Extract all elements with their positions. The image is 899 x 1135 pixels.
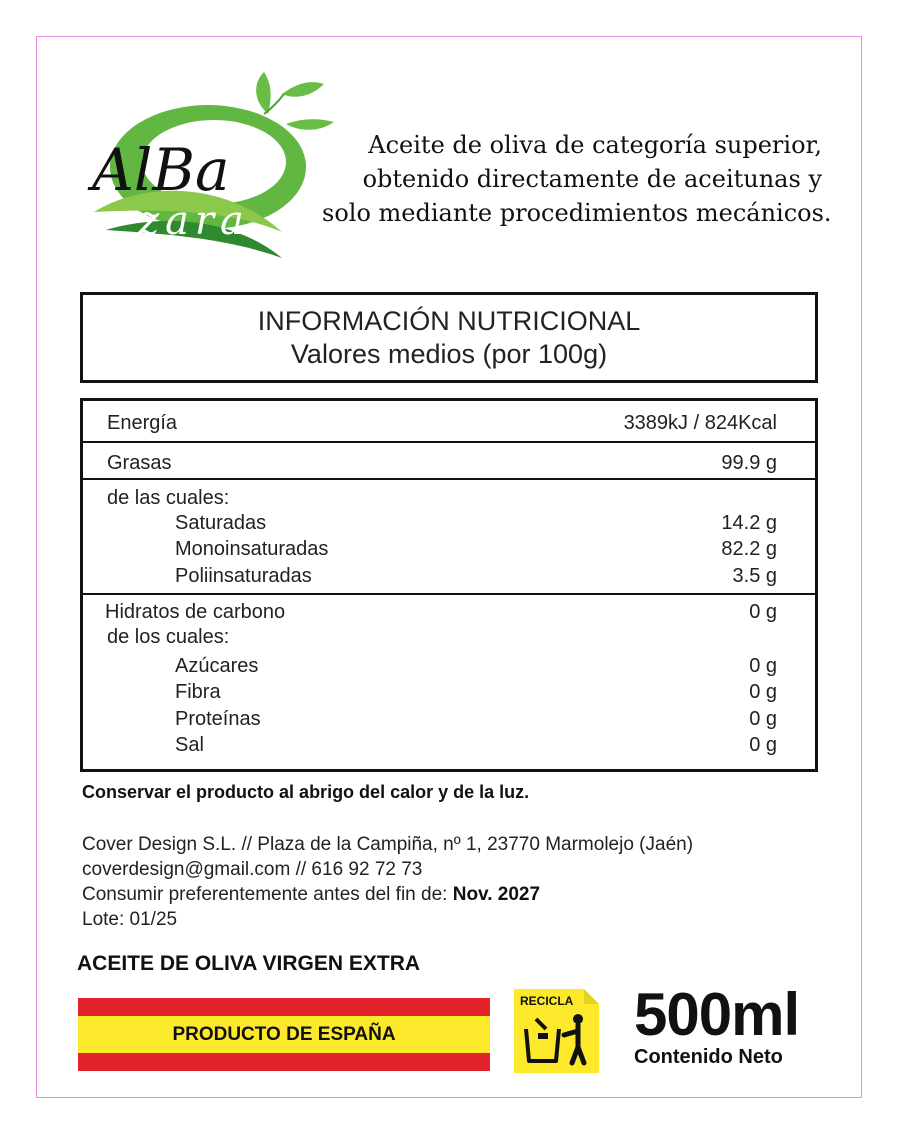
poli-label: Poliinsaturadas <box>175 565 312 587</box>
nutrition-header <box>80 292 818 383</box>
tagline-line-1: Aceite de oliva de categoría superior, <box>368 131 822 159</box>
spain-flag <box>78 998 490 1071</box>
best-before-date: Nov. 2027 <box>452 884 541 905</box>
company-address: Cover Design S.L. // Plaza de la Campiña, nº 1, 23770 Marmolejo (Jaén) <box>82 834 694 855</box>
energia-label: Energía <box>107 412 178 434</box>
net-volume: 500ml <box>634 981 800 1048</box>
saturadas-value: 14.2 g <box>721 512 777 534</box>
product-description <box>322 128 832 230</box>
proteinas-label: Proteínas <box>175 708 261 730</box>
row-divider <box>83 441 815 443</box>
best-before-label: Consumir preferentemente antes del fin de: <box>82 884 453 905</box>
proteinas-value: 0 g <box>749 708 777 730</box>
origin-text: PRODUCTO DE ESPAÑA <box>172 1023 396 1045</box>
tagline-line-2: obtenido directamente de aceitunas y <box>362 165 822 193</box>
net-content-label: Contenido Neto <box>634 1046 783 1068</box>
company-info <box>82 832 693 932</box>
row-divider <box>83 593 815 595</box>
storage-instructions: Conservar el producto al abrigo del calor y de la luz. <box>82 782 530 802</box>
de-las-cuales-label: de las cuales: <box>107 487 230 509</box>
sal-value: 0 g <box>749 734 777 756</box>
de-los-cuales-label: de los cuales: <box>107 626 230 648</box>
mono-label: Monoinsaturadas <box>175 538 329 560</box>
row-divider <box>83 478 815 480</box>
energia-value: 3389kJ / 824Kcal <box>623 412 777 434</box>
nutrition-title: INFORMACIÓN NUTRICIONAL <box>257 306 641 336</box>
mono-value: 82.2 g <box>721 538 777 560</box>
hidratos-label: Hidratos de carbono <box>105 601 286 623</box>
flag-stripe-bottom <box>78 1053 490 1071</box>
albazara-logo <box>86 62 338 268</box>
azucares-value: 0 g <box>749 655 777 677</box>
hidratos-value: 0 g <box>749 601 777 623</box>
svg-text:zara: zara <box>138 198 250 244</box>
nutrition-subtitle: Valores medios (por 100g) <box>290 339 608 369</box>
company-contact: coverdesign@gmail.com // 616 92 72 73 <box>82 859 423 880</box>
poli-value: 3.5 g <box>732 565 777 587</box>
best-before <box>82 882 693 907</box>
saturadas-label: Saturadas <box>175 512 267 534</box>
recycle-label: RECICLA <box>520 994 574 1008</box>
flag-stripe-middle <box>78 1016 490 1053</box>
fibra-label: Fibra <box>175 681 221 703</box>
product-name: ACEITE DE OLIVA VIRGEN EXTRA <box>77 952 421 975</box>
sal-label: Sal <box>175 734 204 756</box>
tagline-line-3: solo mediante procedimientos mecánicos. <box>322 199 832 227</box>
azucares-label: Azúcares <box>175 655 259 677</box>
lot-number: Lote: 01/25 <box>82 909 178 930</box>
svg-text:AlBa: AlBa <box>92 136 230 204</box>
flag-stripe-top <box>78 998 490 1016</box>
grasas-value: 99.9 g <box>721 452 777 474</box>
nutrition-table <box>80 398 818 772</box>
recycle-icon <box>514 989 599 1073</box>
fibra-value: 0 g <box>749 681 777 703</box>
grasas-label: Grasas <box>107 452 172 474</box>
